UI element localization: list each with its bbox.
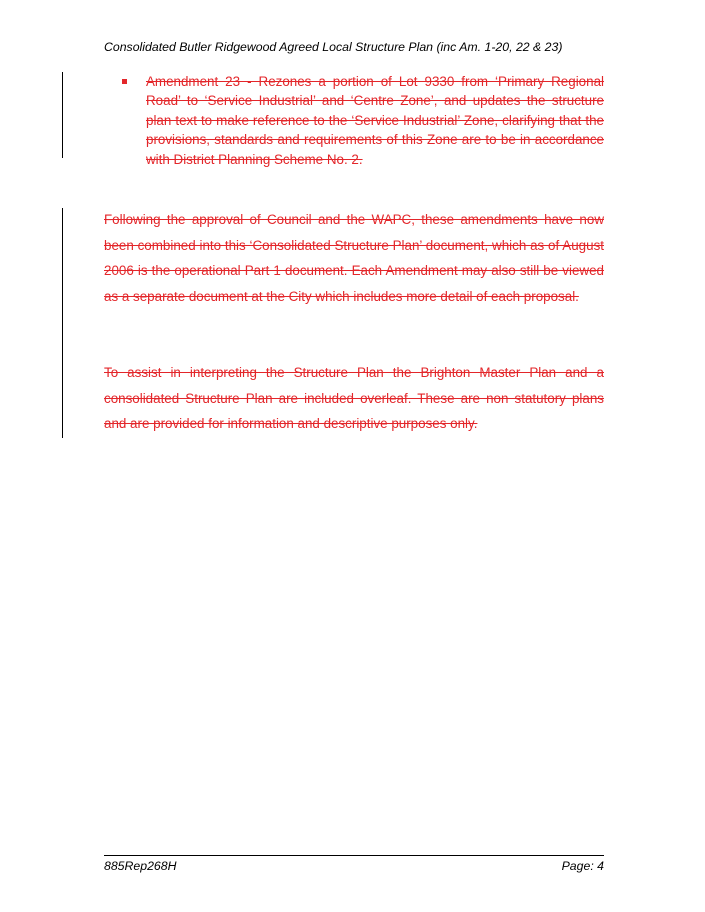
- change-bar: [62, 208, 63, 438]
- bullet-item-text: Amendment 23 - Rezones a portion of Lot 9330 from ‘Primary Regional Road’ to ‘Service Industrial’ and ‘Centre Zone’, and updates the structure plan text to make reference to the ‘Service Industrial’ Zone, clarifying that the provisions, standards and requirements of this Zone are to be in accordance with District Planning Scheme No. 2.: [146, 74, 604, 167]
- page-header: Consolidated Butler Ridgewood Agreed Local Structure Plan (inc Am. 1-20, 22 & 23): [104, 40, 563, 54]
- page-number: Page: 4: [561, 859, 604, 873]
- change-bar: [62, 72, 63, 158]
- bullet-list-item: [122, 72, 604, 169]
- footer-divider: [104, 855, 604, 856]
- paragraph-consolidation: Following the approval of Council and the WAPC, these amendments have now been combined into this ‘Consolidated Structure Plan’ document, which as of August 2006 is the operational Part 1 document. Each Amendment may also still be viewed as a separate document at the City which includes more detail of each proposal.: [104, 212, 604, 304]
- bullet-marker-icon: [122, 79, 127, 84]
- paragraph-master-plan-note: To assist in interpreting the Structure Plan the Brighton Master Plan and a consolidated Structure Plan are included overleaf. These are non statutory plans and are provided for information and descriptive purposes only.: [104, 365, 604, 431]
- footer-reference: 885Rep268H: [104, 859, 177, 873]
